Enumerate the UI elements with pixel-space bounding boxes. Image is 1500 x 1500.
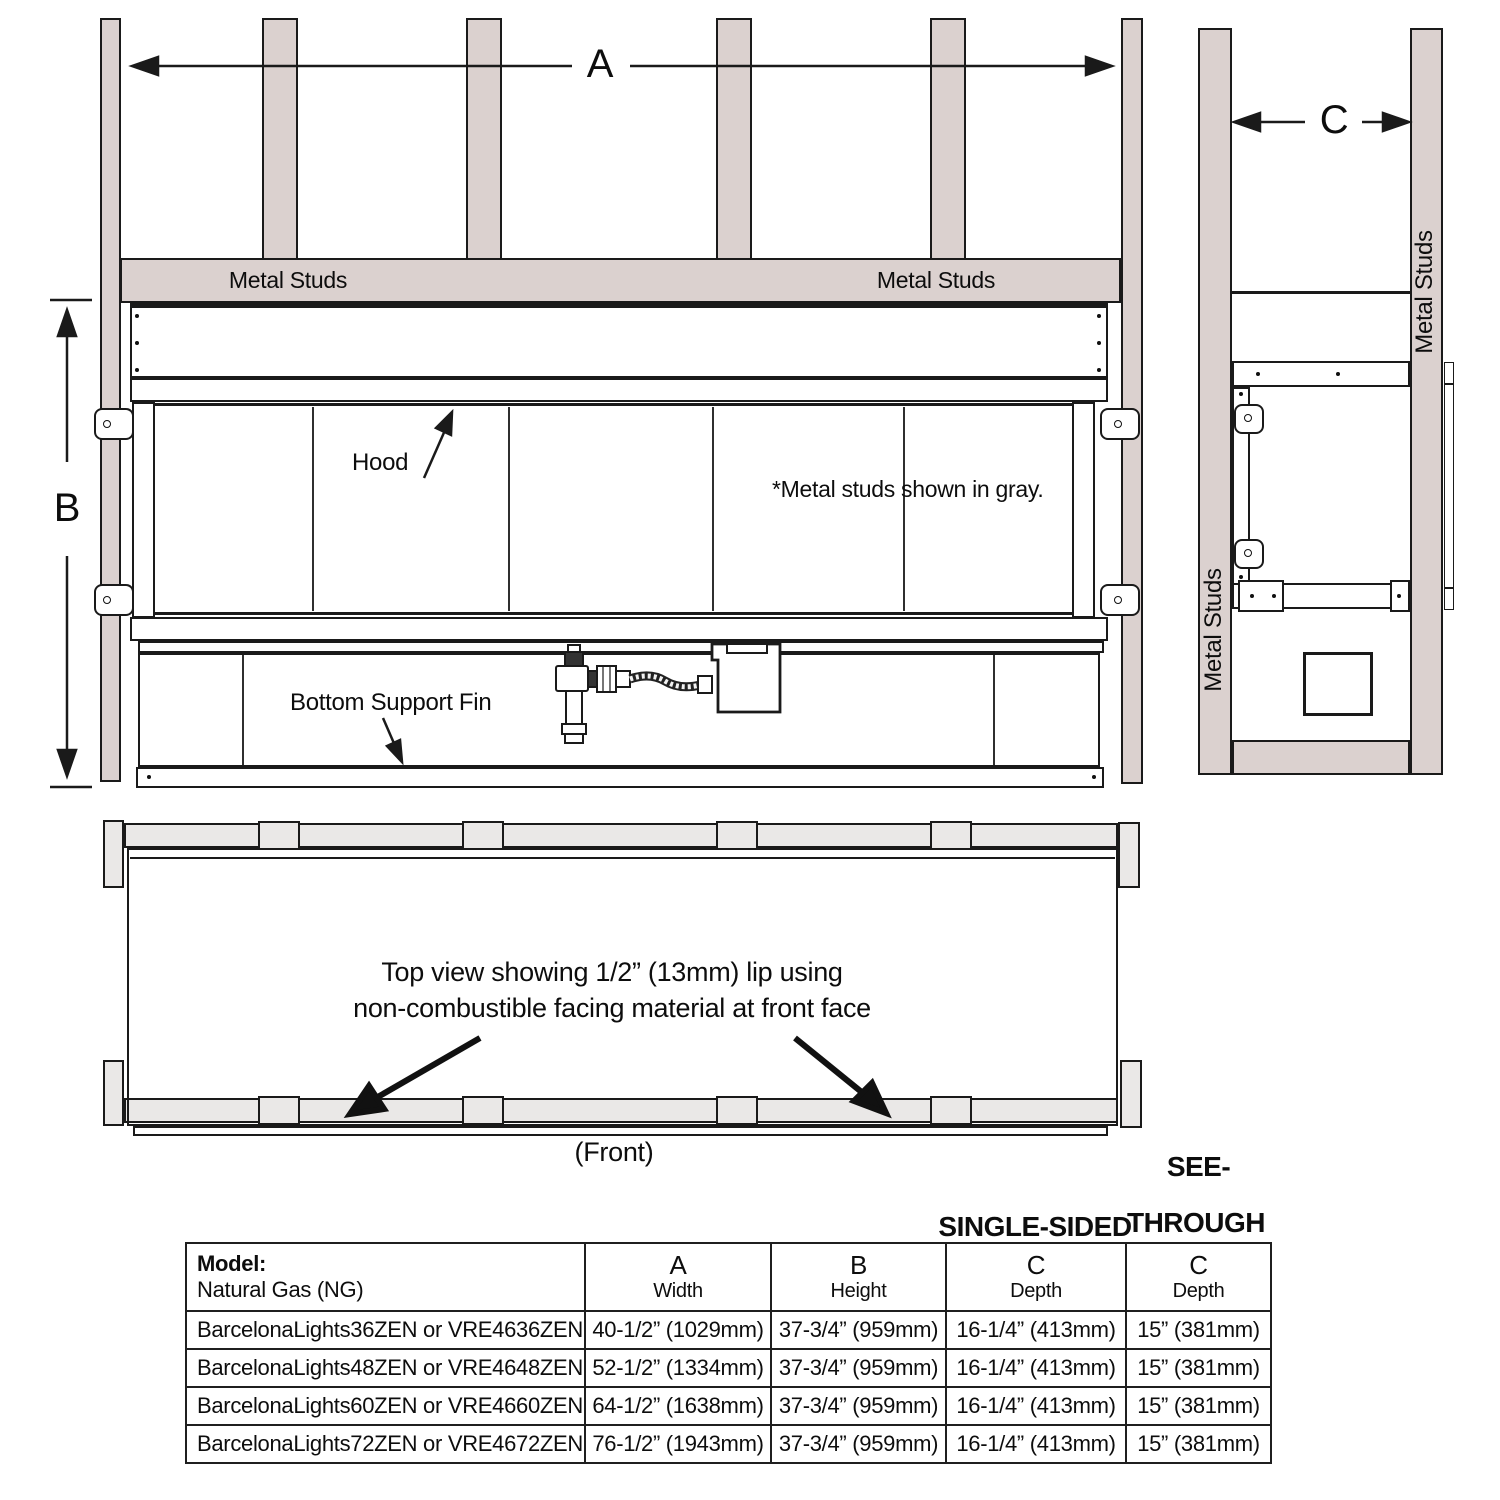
header-model-subtitle: Natural Gas (NG)	[197, 1277, 364, 1302]
topview-back-line	[130, 857, 1115, 859]
dim-a-label: A	[586, 42, 614, 86]
cell-c: 16-1/4” (413mm)	[946, 1311, 1126, 1349]
hood-left-rail	[132, 402, 155, 618]
lip-seam	[1444, 383, 1454, 385]
topview-end-stud	[1120, 1060, 1142, 1128]
side-stud-right	[1410, 28, 1443, 775]
mounting-bracket	[94, 408, 134, 440]
hood-label: Hood	[352, 449, 409, 476]
unit-mid-rail	[130, 617, 1108, 641]
bracket-screw-hole	[1114, 420, 1122, 428]
cell-b: 37-3/4” (959mm)	[771, 1387, 946, 1425]
cell-a: 64-1/2” (1638mm)	[585, 1387, 771, 1425]
header-a-label: Width	[653, 1279, 703, 1302]
table-row	[186, 1349, 1271, 1387]
front-stud-1	[262, 18, 298, 260]
rivet-dot	[147, 775, 151, 779]
header-c2-letter: C	[1189, 1250, 1208, 1281]
rivet-dot	[1239, 392, 1243, 396]
front-stud-2	[466, 18, 502, 260]
side-bottom-plate	[1232, 740, 1410, 775]
cell-b: 37-3/4” (959mm)	[771, 1425, 946, 1463]
topview-front-lip	[133, 1126, 1108, 1136]
side-top-line	[1232, 291, 1410, 294]
header-c-label: Depth	[1010, 1279, 1062, 1302]
bracket-screw-hole	[103, 420, 111, 428]
rivet-dot	[1097, 314, 1101, 318]
rivet-dot	[1239, 575, 1243, 579]
header-model	[186, 1243, 585, 1311]
header-c2-label: Depth	[1172, 1279, 1225, 1302]
rivet-dot	[1336, 372, 1340, 376]
side-stud-label-right: Metal Studs	[1411, 230, 1438, 354]
bracket-screw-hole	[1244, 549, 1252, 557]
rivet-dot	[135, 368, 139, 372]
bracket-screw-hole	[1114, 596, 1122, 604]
cell-c: 16-1/4” (413mm)	[946, 1425, 1126, 1463]
rivet-dot	[1397, 594, 1401, 598]
hood-right-rail	[1072, 402, 1095, 618]
rivet-dot	[1097, 368, 1101, 372]
side-front-lip	[1444, 362, 1454, 610]
table-row	[186, 1387, 1271, 1425]
rivet-dot	[1250, 594, 1254, 598]
cell-c: 16-1/4” (413mm)	[946, 1349, 1126, 1387]
front-stud-left	[100, 18, 121, 782]
hood-seam	[903, 407, 905, 611]
hood-seam	[508, 407, 510, 611]
rivet-dot	[135, 314, 139, 318]
front-stud-right	[1121, 18, 1143, 784]
rivet-dot	[1097, 341, 1101, 345]
cell-c2: 15” (381mm)	[1126, 1311, 1271, 1349]
header-b-label: Height	[830, 1279, 887, 1302]
header-c-letter: C	[1026, 1250, 1046, 1281]
bottom-support-fin-strip	[136, 767, 1104, 788]
hood-seam	[312, 407, 314, 611]
cell-b: 37-3/4” (959mm)	[771, 1349, 946, 1387]
header-b-letter: B	[849, 1250, 868, 1281]
header-model-title: Model:	[197, 1250, 267, 1276]
unit-upper-band	[130, 378, 1108, 402]
table-header-row	[186, 1243, 1271, 1311]
table-row	[186, 1311, 1271, 1349]
dim-c-label: C	[1319, 98, 1349, 142]
mounting-bracket	[94, 584, 134, 616]
rivet-dot	[1272, 594, 1276, 598]
front-stud-4	[930, 18, 966, 260]
stud-cross-section	[930, 1096, 972, 1125]
stud-cross-section	[462, 821, 504, 850]
side-stud-label-left: Metal Studs	[1200, 568, 1227, 692]
cell-model: BarcelonaLights72ZEN or VRE4672ZEN	[186, 1425, 585, 1463]
topview-caption-line2: non-combustible facing material at front face	[353, 993, 871, 1023]
header-a	[585, 1243, 771, 1311]
bottom-compartment	[138, 653, 1100, 767]
stud-cross-section	[258, 1096, 300, 1125]
unit-top-panel	[130, 306, 1108, 378]
bracket-screw-hole	[1244, 414, 1252, 422]
lip-seam	[1444, 587, 1454, 589]
cell-a: 76-1/2” (1943mm)	[585, 1425, 771, 1463]
cell-model: BarcelonaLights48ZEN or VRE4648ZEN	[186, 1349, 585, 1387]
cell-c: 16-1/4” (413mm)	[946, 1387, 1126, 1425]
table-row	[186, 1425, 1271, 1463]
side-access-square	[1303, 652, 1373, 716]
side-bar-end-block	[1238, 580, 1284, 612]
bracket-screw-hole	[103, 596, 111, 604]
metal-studs-note: *Metal studs shown in gray.	[772, 476, 1044, 502]
group-label-see: SEE-	[1166, 1151, 1231, 1182]
stud-cross-section	[716, 821, 758, 850]
cell-model: BarcelonaLights36ZEN or VRE4636ZEN	[186, 1311, 585, 1349]
bottom-support-fin-label: Bottom Support Fin	[290, 689, 492, 716]
cell-c2: 15” (381mm)	[1126, 1425, 1271, 1463]
header-a-letter: A	[669, 1250, 687, 1281]
group-label-through: THROUGH	[1126, 1207, 1266, 1238]
stud-cross-section	[258, 821, 300, 850]
rivet-dot	[1092, 775, 1096, 779]
cell-c2: 15” (381mm)	[1126, 1387, 1271, 1425]
hood-seam	[712, 407, 714, 611]
cell-a: 40-1/2” (1029mm)	[585, 1311, 771, 1349]
rivet-dot	[135, 341, 139, 345]
cell-c2: 15” (381mm)	[1126, 1349, 1271, 1387]
front-label: (Front)	[574, 1137, 654, 1167]
compartment-divider	[993, 655, 995, 765]
topview-end-stud	[103, 1060, 124, 1126]
front-stud-3	[716, 18, 752, 260]
topview-end-stud	[103, 820, 124, 888]
compartment-divider	[242, 655, 244, 765]
dimension-table	[185, 1242, 1272, 1464]
cell-b: 37-3/4” (959mm)	[771, 1311, 946, 1349]
rivet-dot	[1256, 372, 1260, 376]
hood-panel	[152, 403, 1072, 615]
header-c2	[1126, 1243, 1271, 1311]
stud-cross-section	[462, 1096, 504, 1125]
unit-front-lip	[138, 641, 1104, 653]
metal-studs-label-left: Metal Studs	[228, 267, 348, 293]
header-c	[946, 1243, 1126, 1311]
dim-b-label: B	[53, 486, 81, 530]
topview-end-stud	[1118, 822, 1140, 888]
stud-cross-section	[716, 1096, 758, 1125]
group-label-single-sided: SINGLE-SIDED	[938, 1211, 1132, 1242]
cell-model: BarcelonaLights60ZEN or VRE4660ZEN	[186, 1387, 585, 1425]
cell-a: 52-1/2” (1334mm)	[585, 1349, 771, 1387]
header-b	[771, 1243, 946, 1311]
metal-studs-label-right: Metal Studs	[876, 267, 996, 293]
stud-cross-section	[930, 821, 972, 850]
topview-caption-line1: Top view showing 1/2” (13mm) lip using	[381, 957, 843, 987]
